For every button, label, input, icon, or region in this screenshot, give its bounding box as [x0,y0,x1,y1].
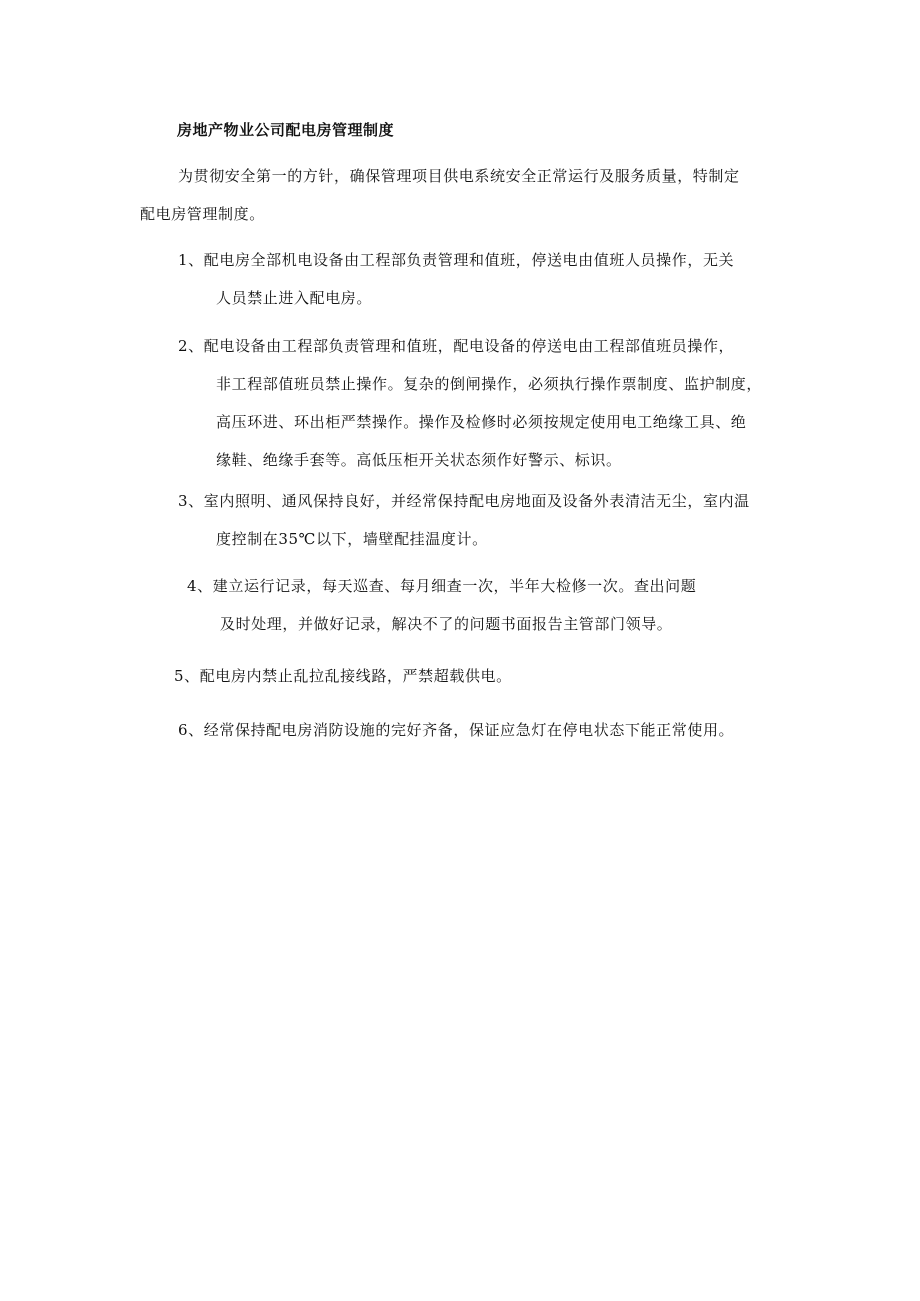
intro-line-2: 配电房管理制度。 [140,205,265,223]
rule-item-line: 高压环进、环出柜严禁操作。操作及检修时必须按规定使用电工绝缘工具、绝 [216,413,747,431]
rule-item-4 [187,567,696,643]
rule-item-line: 度控制在35℃以下，墙壁配挂温度计。 [216,530,488,548]
rule-item-line: 2、配电设备由工程部负责管理和值班，配电设备的停送电由工程部值班员操作， [178,337,735,355]
rule-item-line: 缘鞋、绝缘手套等。高低压柜开关状态须作好警示、标识。 [216,451,622,469]
rule-item-line: 4、建立运行记录，每天巡查、每月细查一次，半年大检修一次。查出问题 [187,577,697,595]
rule-item-1 [178,241,734,317]
rule-item-line: 人员禁止进入配电房。 [216,289,373,307]
rule-item-5 [174,657,512,695]
rule-item-line: 非工程部值班员禁止操作。复杂的倒闸操作，必须执行操作票制度、监护制度， [216,375,763,393]
rule-item-6 [178,711,734,749]
rule-item-3 [178,482,750,558]
intro-paragraph [140,157,790,233]
rule-item-line: 5、配电房内禁止乱拉乱接线路，严禁超载供电。 [174,667,512,685]
rule-item-line: 6、经常保持配电房消防设施的完好齐备，保证应急灯在停电状态下能正常使用。 [178,721,735,739]
intro-line-1: 为贯彻安全第一的方针，确保管理项目供电系统安全正常运行及服务质量，特制定 [178,167,740,185]
rule-item-line: 3、室内照明、通风保持良好，并经常保持配电房地面及设备外表清洁无尘，室内温 [178,492,750,510]
rule-item-line: 1、配电房全部机电设备由工程部负责管理和值班，停送电由值班人员操作，无关 [178,251,735,269]
rule-item-2 [178,327,762,479]
document-title: 房地产物业公司配电房管理制度 [177,121,395,139]
rule-item-line: 及时处理，并做好记录，解决不了的问题书面报告主管部门领导。 [220,615,673,633]
